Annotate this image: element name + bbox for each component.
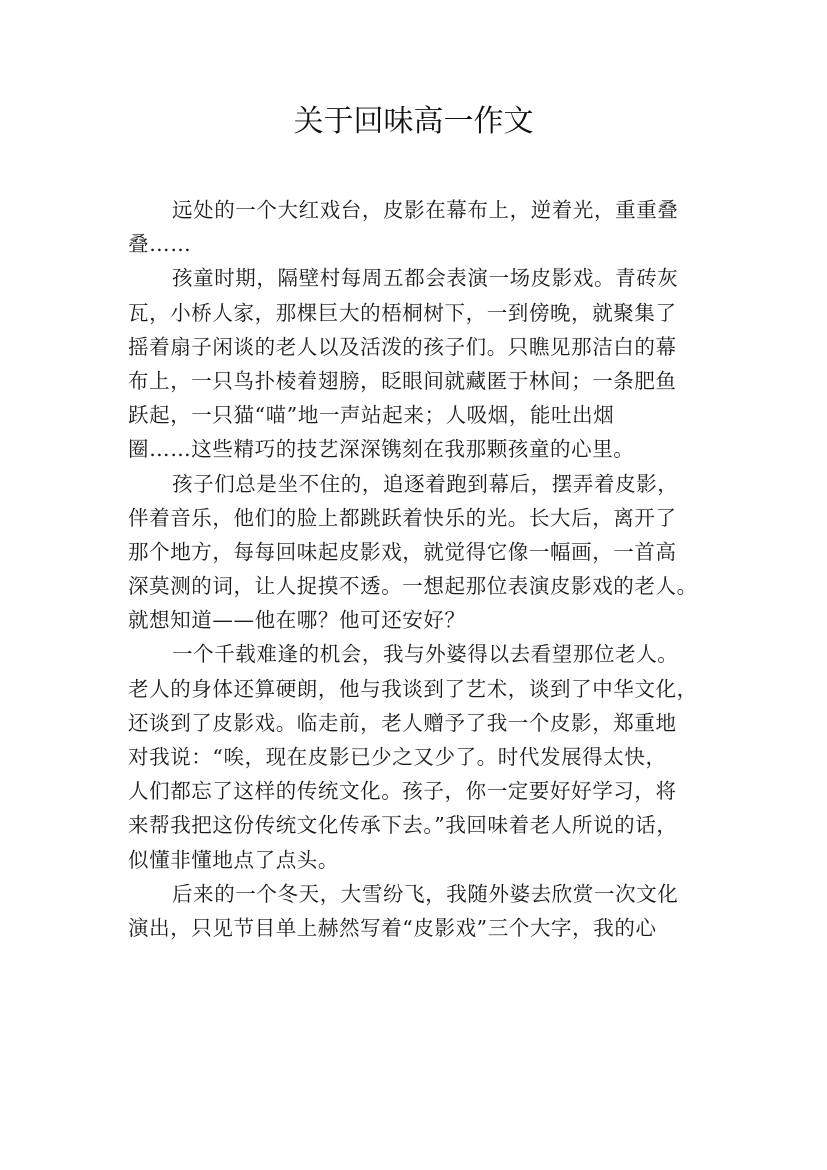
text-line: 瓦，小桥人家，那棵巨大的梧桐树下，一到傍晚，就聚集了	[128, 300, 677, 325]
text-line: 伴着音乐，他们的脸上都跳跃着快乐的光。长大后，离开了	[128, 505, 677, 530]
document-title: 关于回味高一作文	[293, 104, 534, 139]
text-line: 叠……	[128, 232, 192, 257]
text-line: 似懂非懂地点了点头。	[128, 847, 339, 872]
text-line: 远处的一个大红戏台，皮影在幕布上，逆着光，重重叠	[172, 198, 679, 222]
text-line: 深莫测的词，让人捉摸不透。一想起那位表演皮影戏的老人。	[128, 574, 698, 599]
essay-body	[128, 193, 708, 945]
text-line: 老人的身体还算硬朗，他与我谈到了艺术，谈到了中华文化，	[128, 676, 698, 701]
text-line: 那个地方，每每回味起皮影戏，就觉得它像一幅画，一首高	[128, 539, 677, 564]
text-line: 演出，只见节目单上赫然写着“皮影戏”三个大字，我的心	[128, 915, 657, 940]
text-line: 对我说：“唉，现在皮影已少之又少了。时代发展得太快，	[128, 745, 667, 769]
text-line: 来帮我把这份传统文化传承下去。”我回味着老人所说的话，	[128, 813, 678, 838]
text-line: 跃起，一只猫“喵”地一声站起来；人吸烟，能吐出烟	[128, 403, 615, 428]
text-line: 孩童时期，隔壁村每周五都会表演一场皮影戏。青砖灰	[172, 266, 679, 291]
text-line: 就想知道——他在哪？他可还安好？	[128, 608, 466, 633]
text-line: 孩子们总是坐不住的，追逐着跑到幕后，摆弄着皮影，	[172, 471, 679, 496]
text-line: 一个千载难逢的机会，我与外婆得以去看望那位老人。	[172, 642, 679, 667]
text-line: 还谈到了皮影戏。临走前，老人赠予了我一个皮影，郑重地	[128, 710, 677, 735]
text-line: 后来的一个冬天，大雪纷飞，我随外婆去欣赏一次文化	[172, 881, 679, 906]
text-line: 人们都忘了这样的传统文化。孩子，你一定要好好学习，将	[128, 779, 677, 804]
text-line: 摇着扇子闲谈的老人以及活泼的孩子们。只瞧见那洁白的幕	[128, 334, 677, 359]
text-line: 圈……这些精巧的技艺深深镌刻在我那颗孩童的心里。	[128, 437, 635, 462]
text-line: 布上，一只鸟扑棱着翅膀，眨眼间就藏匿于林间；一条肥鱼	[128, 368, 677, 393]
